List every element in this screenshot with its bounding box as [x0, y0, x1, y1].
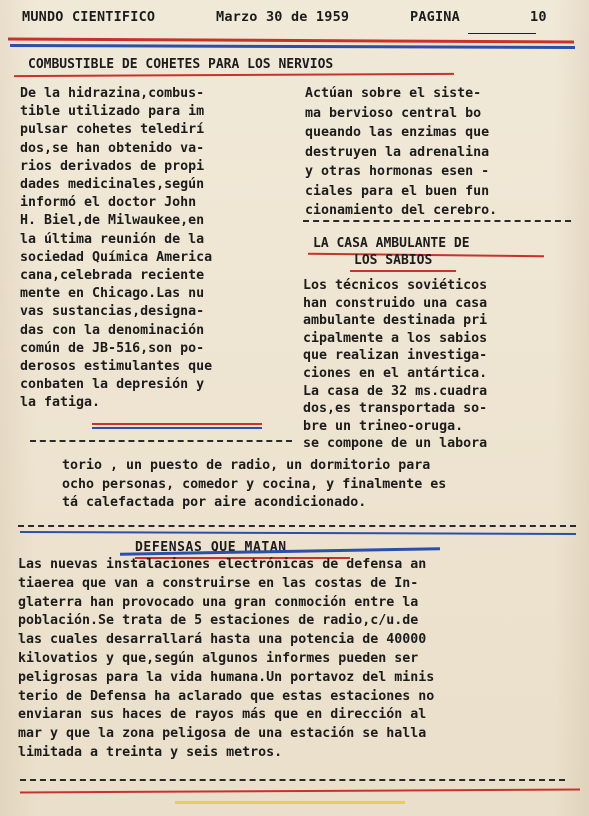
- article3-line: glaterra han provocado una gran conmoción entre la: [18, 594, 419, 610]
- article1-right-line: ciales para el buen fun: [305, 183, 490, 199]
- article2-line: ambulante destinada pri: [303, 313, 488, 329]
- article2-line: bre un trineo-oruga.: [303, 418, 464, 434]
- article1-separator-dashes: [30, 440, 292, 442]
- article1-left-line: De la hidrazina,combus-: [20, 86, 205, 101]
- article2-line: La casa de 32 ms.cuadra: [303, 383, 488, 399]
- article1-left-line: dades medicinales,según: [20, 177, 205, 192]
- article1-left-line: la última reunión de la: [20, 231, 205, 247]
- article1-left-line: rios derivados de propi: [20, 158, 205, 174]
- article1-left-line: sociedad Química America: [20, 249, 213, 265]
- article1-left-line: derosos estimulantes que: [20, 359, 213, 374]
- article1-separator-blue: [92, 427, 262, 429]
- article2-line: dos,es transportada so-: [303, 401, 488, 417]
- article1-left-line: H. Biel,de Milwaukee,en: [20, 213, 205, 229]
- bottom-dashes: [20, 779, 565, 781]
- article1-right-line: destruyen la adrenalina: [305, 144, 490, 160]
- article3-line: limitada a treinta y seis metros.: [18, 745, 283, 760]
- article2-line: cipalmente a los sabios: [303, 330, 488, 346]
- page-number: 10: [530, 9, 547, 25]
- article1-right-line: queando las enzimas que: [305, 125, 490, 140]
- article2-line: han construido una casa: [303, 295, 488, 311]
- article1-separator-red: [92, 423, 262, 425]
- publication-name: MUNDO CIENTIFICO: [22, 9, 156, 25]
- header-rule-red: [8, 38, 574, 44]
- article3-line: terio de Defensa ha aclarado que estas estaciones no: [18, 688, 435, 704]
- article3-line: tiaerea que van a construirse en las costas de In-: [18, 575, 419, 591]
- article3-line: las cuales desarrallará hasta una potencia de 40000: [18, 632, 427, 648]
- article3-line: peligrosas para la vida humana.Un portavoz del minis: [18, 669, 435, 685]
- article2-line: se compone de un labora: [303, 436, 488, 452]
- article2-line: Los técnicos soviéticos: [303, 278, 488, 293]
- article1-left-line: informó el doctor John: [20, 195, 197, 211]
- article1-left-line: la fatiga.: [20, 395, 101, 411]
- article1-left-line: das con la denominación: [20, 322, 205, 338]
- article1-title-rule: [14, 73, 454, 77]
- article2-title-rule-red2: [350, 270, 456, 272]
- article3-line: población.Se trata de 5 estaciones de radio,c/u.de: [18, 613, 419, 629]
- article1-right-line: ma bervioso central bo: [305, 105, 482, 121]
- bottom-rule-yellow: [175, 801, 405, 804]
- article2-wide-line: torio , un puesto de radio, un dormitorio para: [62, 458, 431, 473]
- bottom-rule-red: [20, 789, 580, 794]
- article3-line: enviaran sus haces de rayos más que en dirección al: [18, 707, 427, 723]
- article1-left-line: pulsar cohetes teledirí: [20, 122, 205, 138]
- article1-left-line: vas sustancias,designa-: [20, 304, 205, 320]
- right-separator-dashes: [303, 220, 571, 222]
- article1-right-line: Actúan sobre el siste-: [305, 86, 482, 101]
- article1-left-line: conbaten la depresión y: [20, 377, 205, 393]
- article1-right-line: cionamiento del cerebro.: [305, 203, 498, 218]
- article1-left-line: tible utilizado para im: [20, 104, 205, 120]
- article3-title: DEFENSAS QUE MATAN: [135, 540, 287, 555]
- article3-line: kilovatios y que,según algunos informes pueden ser: [18, 651, 419, 666]
- article1-left-line: dos,se han obtenido va-: [20, 140, 205, 156]
- article1-left-line: cana,celebrada reciente: [20, 268, 205, 283]
- article3-line: mar y que la zona peligosa de una estación se halla: [18, 726, 427, 742]
- article2-title-line1: LA CASA AMBULANTE DE: [313, 236, 470, 251]
- article1-right-line: y otras hormonas esen -: [305, 164, 490, 179]
- article2-title-line2: LOS SABIOS: [354, 253, 433, 268]
- article2-wide-line: ocho personas, comedor y cocina, y finalmente es: [62, 476, 447, 492]
- article1-left-line: mente en Chicago.Las nu: [20, 286, 205, 302]
- article2-line: que realizan investiga-: [303, 348, 488, 364]
- article1-title: COMBUSTIBLE DE COHETES PARA LOS NERVIOS: [28, 57, 334, 72]
- article3-rule-blue: [20, 531, 576, 535]
- article2-wide-line: tá calefactada por aire acondicionado.: [62, 495, 367, 510]
- article3-top-dashes: [18, 525, 576, 527]
- article2-line: ciones en el antártica.: [303, 366, 488, 381]
- header-underline-black: [468, 33, 536, 34]
- issue-date: Marzo 30 de 1959: [216, 9, 350, 25]
- article1-left-line: común de JB-516,son po-: [20, 340, 205, 356]
- page-label: PAGINA: [410, 9, 460, 25]
- header-rule-blue: [10, 44, 575, 49]
- page-header: [20, 6, 575, 28]
- article3-line: Las nuevas instalaciones electrónicas de defensa an: [18, 557, 427, 572]
